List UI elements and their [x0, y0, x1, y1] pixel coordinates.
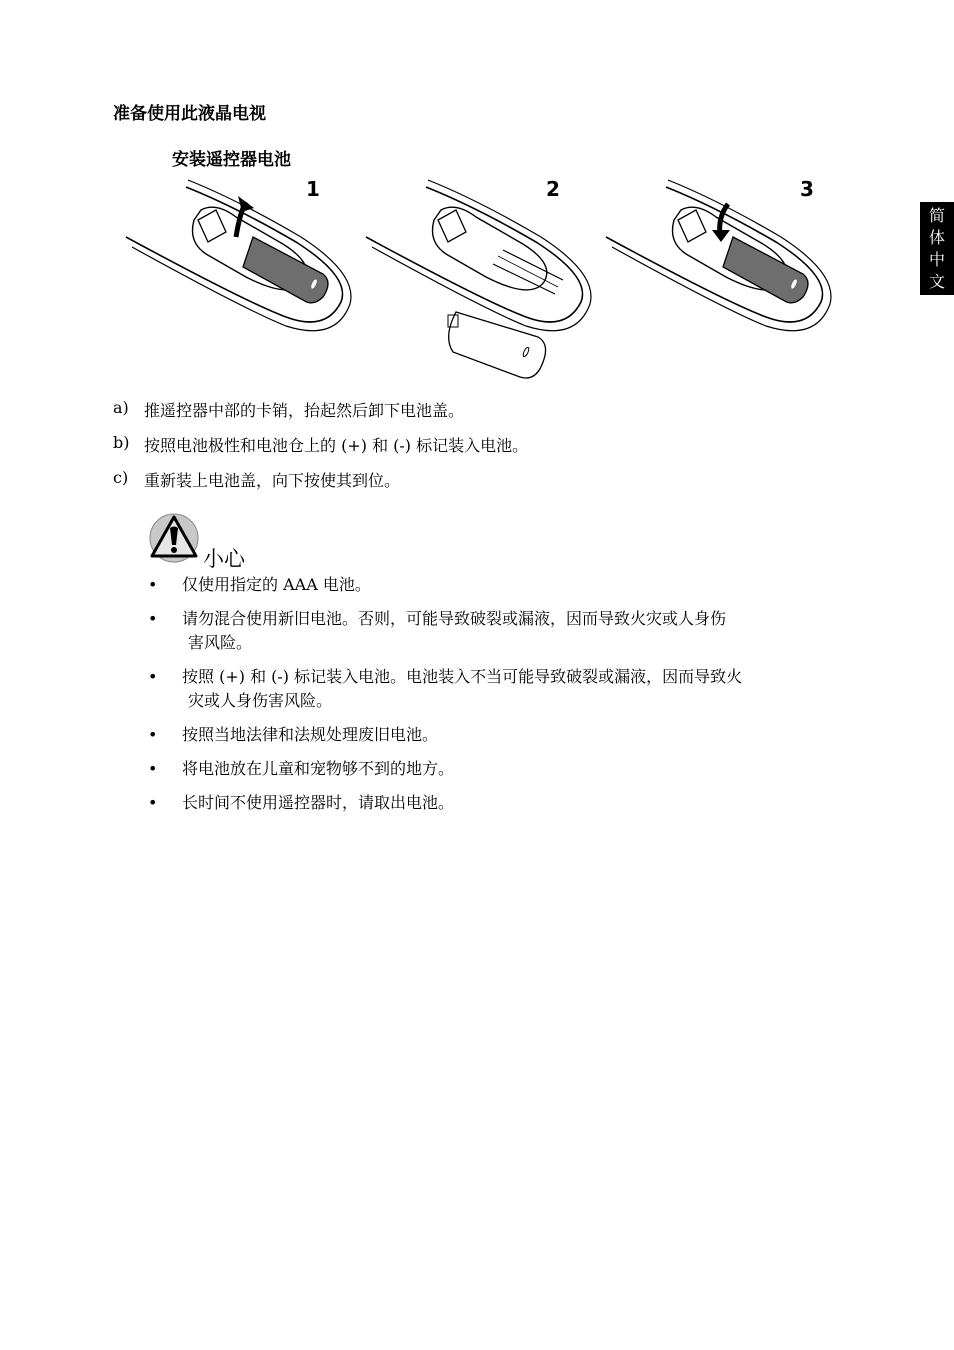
list-item: [146, 723, 846, 747]
step-item: [113, 398, 873, 433]
step-item: [113, 433, 873, 468]
list-item: [146, 607, 846, 655]
bullet-icon: •: [148, 667, 158, 686]
battery-install-illustration: [118, 172, 848, 387]
bullet-icon: •: [148, 609, 158, 628]
item-text-continued: 害风险。: [188, 633, 253, 652]
list-item: [146, 757, 846, 781]
item-text: 仅使用指定的 AAA 电池。: [182, 575, 371, 594]
step-3-diagram: [606, 180, 831, 331]
language-tab: [920, 202, 954, 295]
step-item: [113, 468, 873, 503]
item-text: 按照当地法律和法规处理废旧电池。: [182, 725, 439, 744]
warning-triangle-icon: [148, 512, 200, 564]
step-text: 重新装上电池盖，向下按使其到位。: [144, 471, 401, 490]
step-label: c): [113, 468, 129, 487]
bullet-icon: •: [148, 575, 158, 594]
language-tab-char: 中: [928, 249, 945, 269]
list-item: [146, 573, 846, 597]
section-title: 准备使用此液晶电视: [113, 104, 266, 124]
item-text: 按照 (+) 和 (-) 标记装入电池。电池装入不当可能导致破裂或漏液，因而导致火: [182, 667, 743, 686]
caution-list: [146, 573, 846, 825]
step-1-diagram: [126, 180, 351, 331]
subsection-title: 安装遥控器电池: [172, 150, 291, 170]
list-item: [146, 791, 846, 815]
step-label: b): [113, 433, 130, 452]
step-number-2: 2: [546, 177, 560, 201]
language-tab-char: 简: [928, 205, 945, 225]
bullet-icon: •: [148, 759, 158, 778]
step-number-1: 1: [306, 177, 320, 201]
bullet-icon: •: [148, 793, 158, 812]
bullet-icon: •: [148, 725, 158, 744]
language-tab-char: 体: [928, 227, 945, 247]
step-label: a): [113, 398, 129, 417]
step-number-3: 3: [800, 177, 814, 201]
step-text: 推遥控器中部的卡销，抬起然后卸下电池盖。: [144, 401, 465, 420]
item-text: 请勿混合使用新旧电池。否则，可能导致破裂或漏液，因而导致火灾或人身伤: [182, 609, 727, 628]
step-list: [113, 398, 873, 503]
language-tab-char: 文: [928, 271, 945, 291]
item-text: 将电池放在儿童和宠物够不到的地方。: [182, 759, 455, 778]
item-text-continued: 灾或人身伤害风险。: [188, 691, 333, 710]
step-text: 按照电池极性和电池仓上的 (+) 和 (-) 标记装入电池。: [144, 436, 529, 455]
list-item: [146, 665, 846, 713]
item-text: 长时间不使用遥控器时，请取出电池。: [182, 793, 455, 812]
step-2-diagram: [366, 180, 591, 378]
caution-label: 小心: [203, 547, 245, 571]
